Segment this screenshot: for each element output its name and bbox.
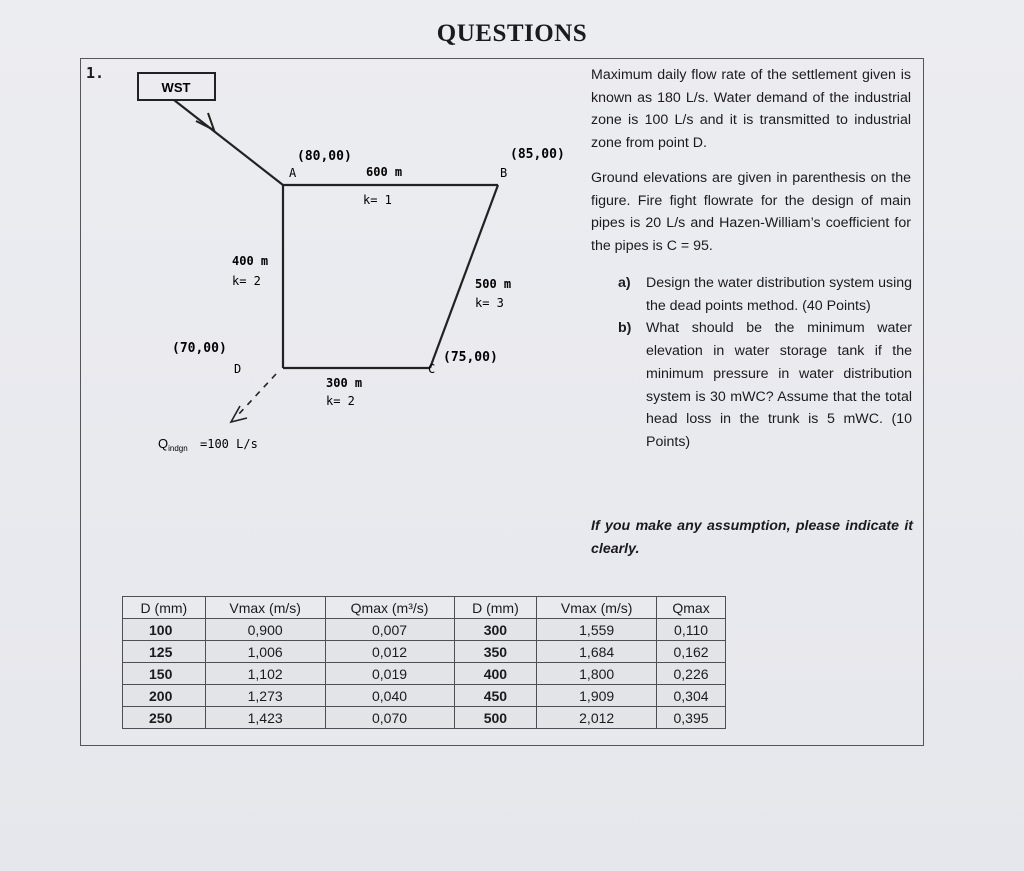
table-cell: 300 [454,619,537,641]
demand-arrow [231,406,247,422]
pipe-cd-length: 300 m [326,376,363,390]
table-cell: 1,006 [205,641,325,663]
table-row [123,619,726,641]
table-cell: 1,273 [205,685,325,707]
paragraph-flow-rates: Maximum daily flow rate of the settlement given is known as 180 L/s. Water demand of the industrial zone is 100 L/s and it is transmitted to industrial zone from point D. [591,67,911,151]
demand-symbol: $Q_{indgn}$ [158,436,188,453]
table-row [123,641,726,663]
table-cell: 0,012 [325,641,454,663]
demand-label: =100 L/s [200,437,258,451]
assumption-note: If you make any assumption, please indicate it clearly. [591,518,913,557]
table-row [123,685,726,707]
item-a-label: a) [618,275,631,291]
item-a-text: Design the water distribution system using the dead points method. (40 Points) [646,275,912,314]
table-cell: 0,162 [657,641,726,663]
table-cell: 450 [454,685,537,707]
table-cell: 0,070 [325,707,454,729]
table-cell: 500 [454,707,537,729]
node-a-label: A [289,166,297,180]
node-d-elevation: (70,00) [172,341,227,356]
table-cell: 150 [123,663,206,685]
header-qmax-2: Qmax [657,597,726,619]
pipe-ad-k: k= 2 [232,274,261,288]
page-title: QUESTIONS [436,20,588,47]
table-cell: 1,684 [537,641,657,663]
node-b-label: B [500,166,508,180]
question-items [618,272,912,454]
table-cell: 1,559 [537,619,657,641]
table-cell: 2,012 [537,707,657,729]
pipe-cd-k: k= 2 [326,394,355,408]
node-a-elevation: (80,00) [297,149,352,164]
table-cell: 400 [454,663,537,685]
header-vmax: Vmax (m/s) [205,597,325,619]
pipe-bc-length: 500 m [475,277,512,291]
pipe-ab-k: k= 1 [363,193,392,207]
table-cell: 0,040 [325,685,454,707]
table-header-row [123,597,726,619]
tank-label: WST [161,80,191,95]
pipe-capacity-table [122,596,726,729]
table-cell: 1,909 [537,685,657,707]
table-cell: 0,304 [657,685,726,707]
table-cell: 0,019 [325,663,454,685]
table-cell: 1,423 [205,707,325,729]
table-cell: 1,800 [537,663,657,685]
paragraph-elevations: Ground elevations are given in parenthesis on the figure. Fire fight flowrate for the design of main pipes is 20 L/s and Hazen-William’s coefficient for the pipes is C = 95. [591,170,911,254]
table-cell: 0,110 [657,619,726,641]
item-b-label: b) [618,320,632,337]
header-vmax-2: Vmax (m/s) [537,597,657,619]
question-item-a [618,272,912,317]
item-b-text: What should be the minimum water elevation in water storage tank if the minimum pressure in water distribution system is 30 mWC? Assume that the total head loss in the trunk is 5 mWC. (10 Points) [646,320,912,450]
pipe-bc-k: k= 3 [475,296,504,310]
table-cell: 200 [123,685,206,707]
question-item-b [618,317,912,453]
table-row [123,663,726,685]
pipe-ad-length: 400 m [232,254,269,268]
node-c-elevation: (75,00) [443,350,498,365]
demand-line [238,374,276,415]
header-d-mm-2: D (mm) [454,597,537,619]
table-row [123,707,726,729]
node-b-elevation: (85,00) [510,147,565,162]
pipe-ab-length: 600 m [366,165,403,179]
table-cell: 100 [123,619,206,641]
node-c-label: C [428,362,436,376]
table-cell: 250 [123,707,206,729]
header-qmax: Qmax (m³/s) [325,597,454,619]
table-cell: 350 [454,641,537,663]
table-cell: 125 [123,641,206,663]
question-number: 1. [86,64,105,82]
table-cell: 0,007 [325,619,454,641]
table-cell: 0,900 [205,619,325,641]
trunk-pipe [174,100,283,185]
header-d-mm: D (mm) [123,597,206,619]
node-d-label: D [234,362,242,376]
table-cell: 0,226 [657,663,726,685]
table-cell: 1,102 [205,663,325,685]
flow-arrow [196,113,214,130]
table-cell: 0,395 [657,707,726,729]
